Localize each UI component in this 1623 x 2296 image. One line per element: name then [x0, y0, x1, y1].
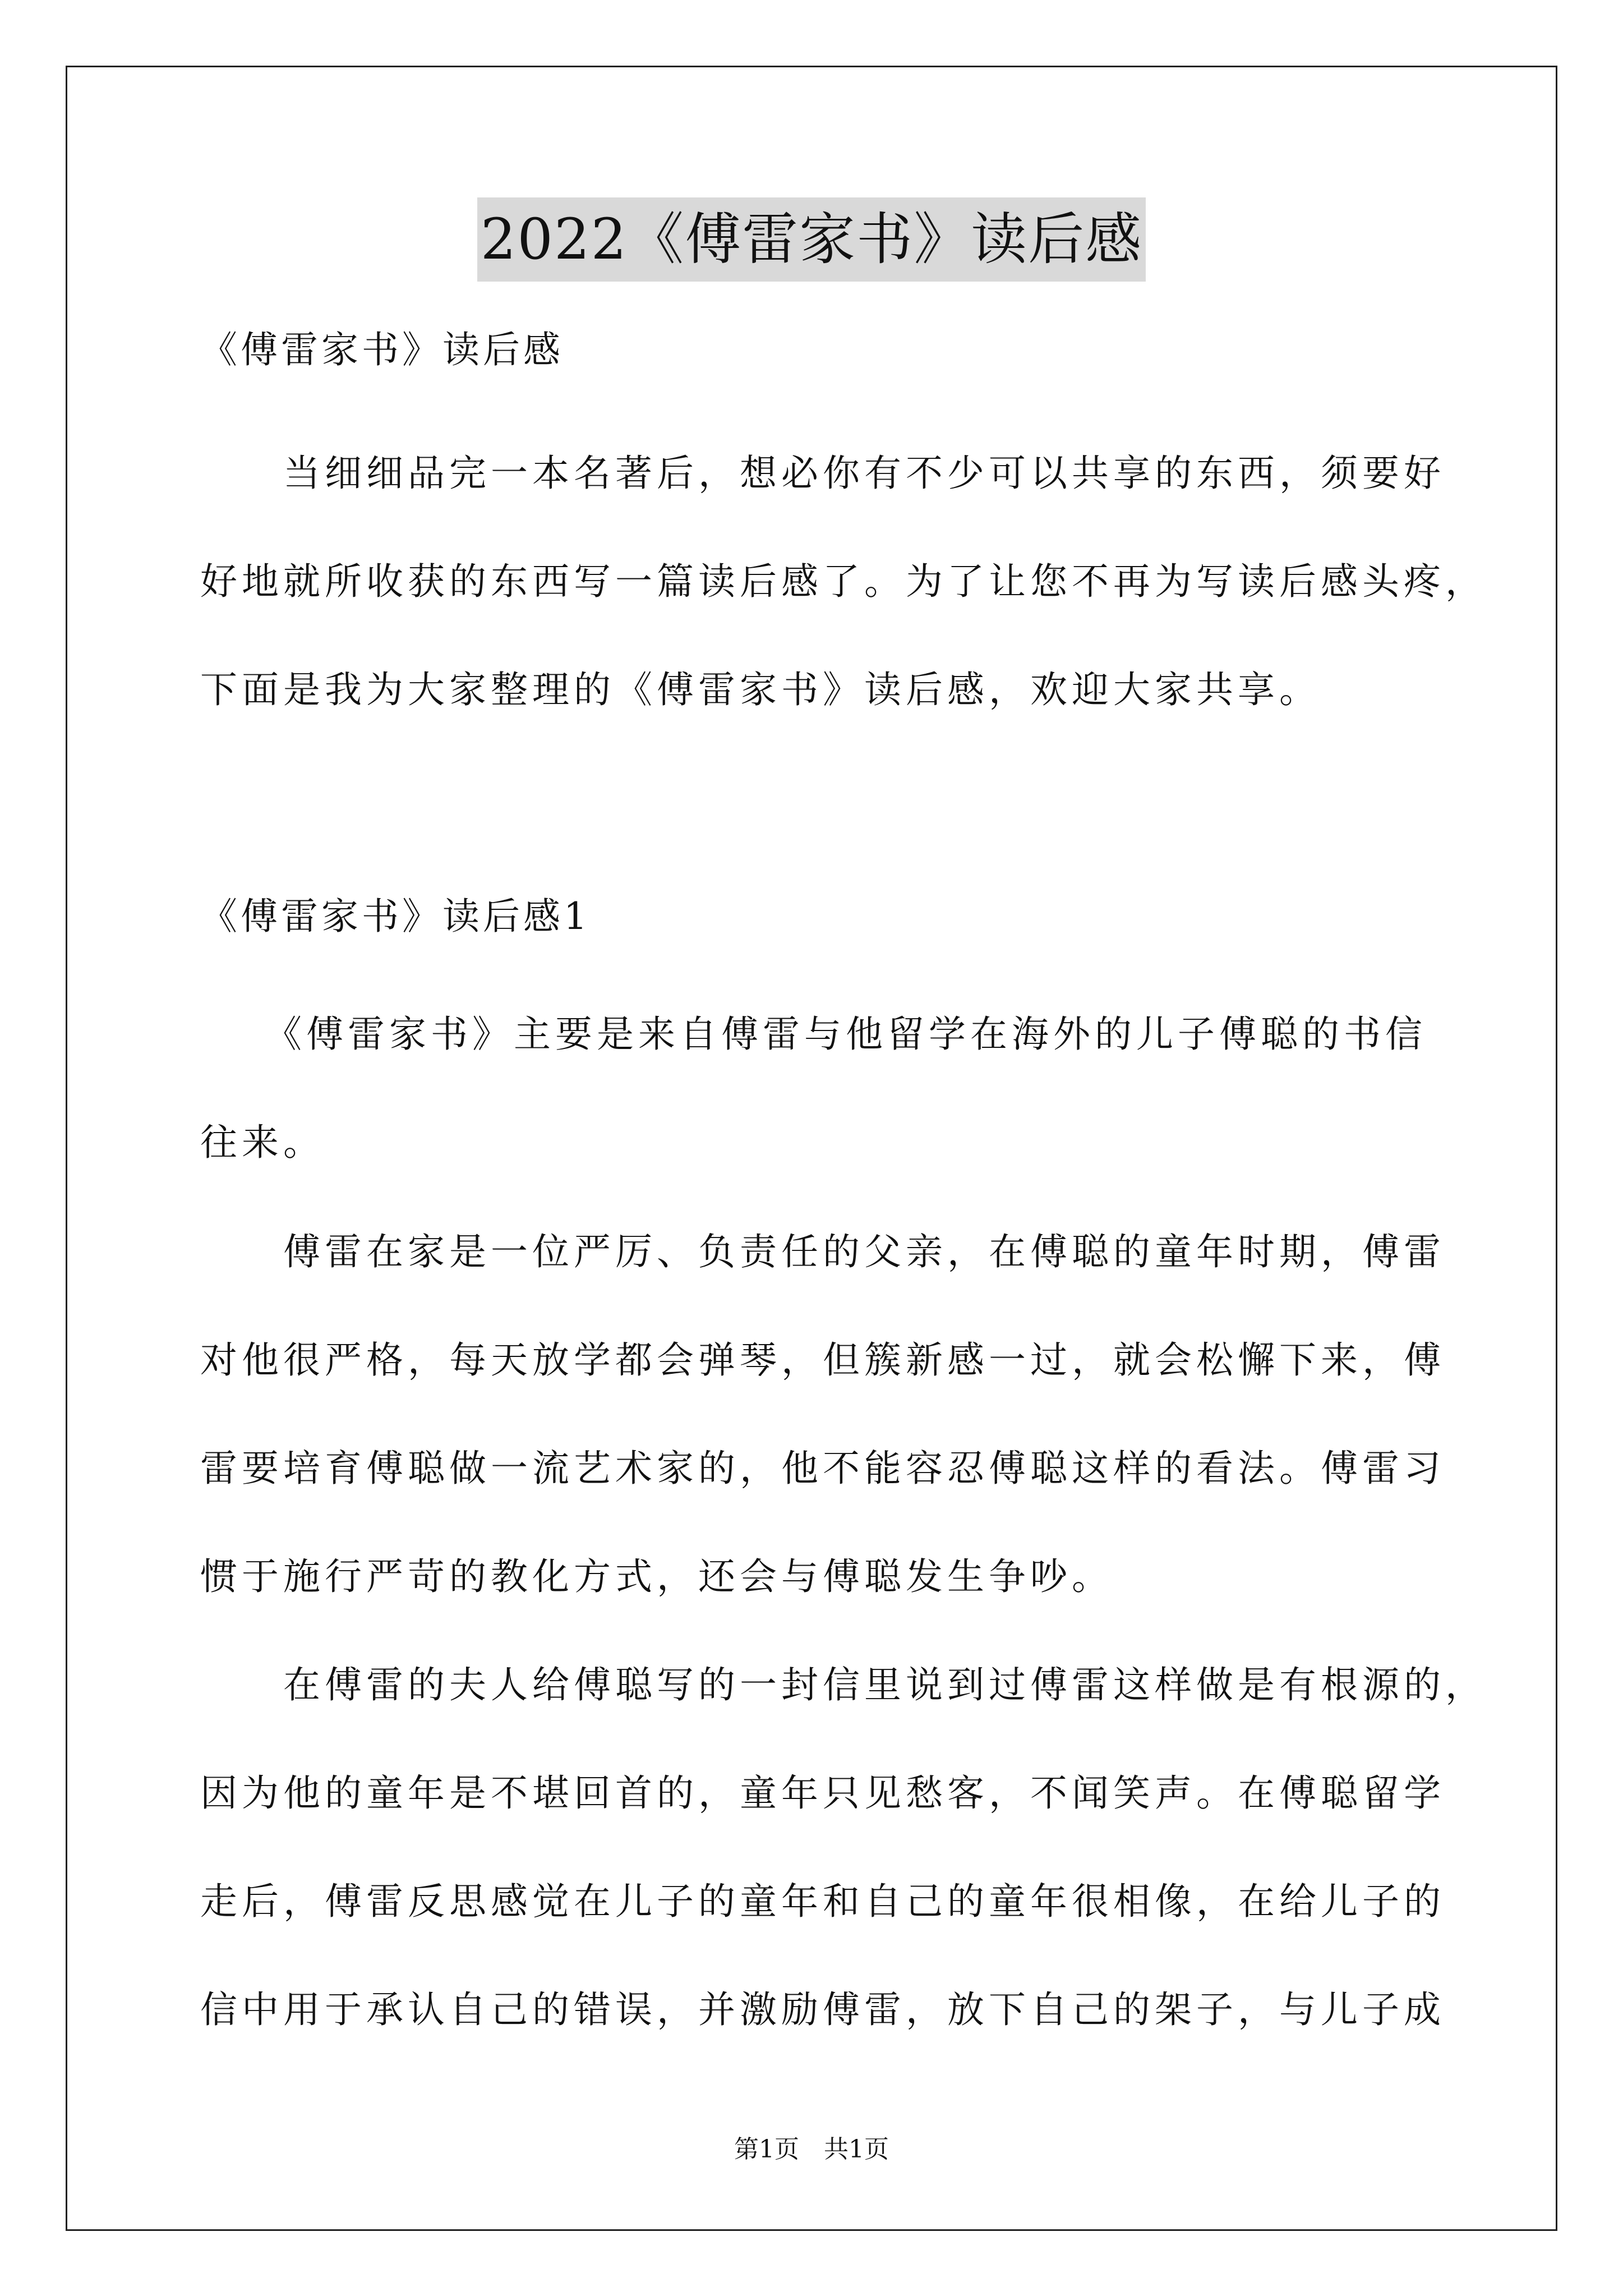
paragraph-1-line-2: 往来。	[200, 1121, 325, 1164]
title-container	[0, 197, 1623, 282]
intro-line-2: 好地就所收获的东西写一篇读后感了。为了让您不再为写读后感头疼，	[200, 560, 1487, 603]
section-heading-1: 《傅雷家书》读后感1	[200, 895, 591, 938]
intro-line-3: 下面是我为大家整理的《傅雷家书》读后感，欢迎大家共享。	[200, 668, 1321, 711]
paragraph-2-line-1: 傅雷在家是一位严厉、负责任的父亲，在傅聪的童年时期，傅雷	[200, 1230, 1445, 1273]
paragraph-1-line-1: 《傅雷家书》主要是来自傅雷与他留学在海外的儿子傅聪的书信	[200, 1013, 1427, 1056]
paragraph-3-line-1: 在傅雷的夫人给傅聪写的一封信里说到过傅雷这样做是有根源的，	[200, 1663, 1487, 1706]
paragraph-2-line-3: 雷要培育傅聪做一流艺术家的，他不能容忍傅聪这样的看法。傅雷习	[200, 1447, 1445, 1490]
page-footer: 第1页 共1页	[734, 2135, 889, 2164]
intro-line-1: 当细细品完一本名著后，想必你有不少可以共享的东西，须要好	[200, 452, 1445, 495]
paragraph-2-line-4: 惯于施行严苛的教化方式，还会与傅聪发生争吵。	[200, 1555, 1113, 1598]
paragraph-3-line-3: 走后，傅雷反思感觉在儿子的童年和自己的童年很相像，在给儿子的	[200, 1880, 1445, 1923]
paragraph-3-line-2: 因为他的童年是不堪回首的，童年只见愁客，不闻笑声。在傅聪留学	[200, 1772, 1445, 1815]
paragraph-3-line-4: 信中用于承认自己的错误，并激励傅雷，放下自己的架子，与儿子成	[200, 1988, 1445, 2031]
document-subtitle: 《傅雷家书》读后感	[200, 328, 564, 371]
document-title: 2022《傅雷家书》读后感	[477, 197, 1146, 282]
paragraph-2-line-2: 对他很严格，每天放学都会弹琴，但簇新感一过，就会松懈下来，傅	[200, 1338, 1445, 1382]
